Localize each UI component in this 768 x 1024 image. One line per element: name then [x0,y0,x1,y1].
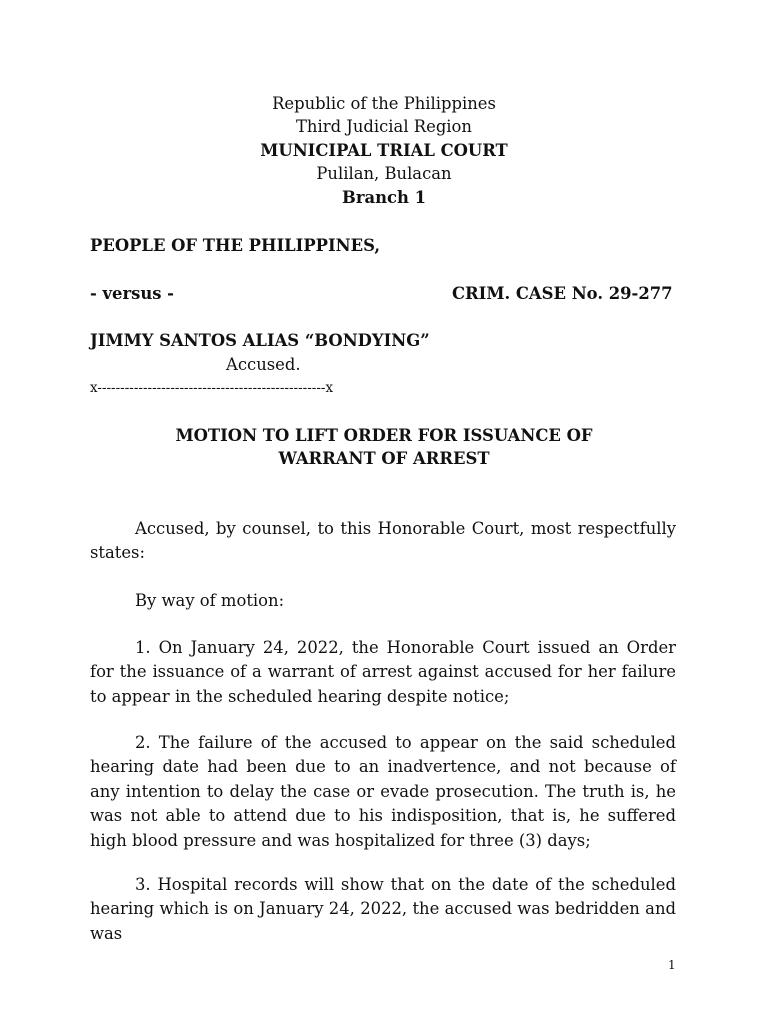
motion-title-line1: MOTION TO LIFT ORDER FOR ISSUANCE OF [175,426,593,445]
caption-separator: x--------------------------------------------------x [90,380,334,396]
motion-title-line2: WARRANT OF ARREST [278,449,490,468]
by-way-of-motion: By way of motion: [135,591,285,610]
versus-label: - versus - [90,284,174,303]
accused-label: Accused. [226,355,301,374]
header-court: MUNICIPAL TRIAL COURT [260,141,508,160]
paragraph-3: 3. Hospital records will show that on the date of the scheduled hearing which is on January 24, 2022, the accused was bedridden and was [90,875,676,943]
header-country: Republic of the Philippines [272,94,496,113]
intro-paragraph: Accused, by counsel, to this Honorable Court, most respectfully states: [90,519,676,563]
case-number: CRIM. CASE No. 29-277 [452,284,673,303]
accused-name: JIMMY SANTOS ALIAS “BONDYING” [90,331,430,350]
plaintiff-name: PEOPLE OF THE PHILIPPINES, [90,236,381,255]
paragraph-2: 2. The failure of the accused to appear on the said scheduled hearing date had been due to an inadvertence, and not because of any intention to delay the case or evade prosecution. The truth is, he was not able to attend due to his indisposition, that is, he suffered high blood pressure and was hospitalized for three (3) days; [90,733,676,850]
header-branch: Branch 1 [341,188,427,207]
page-number: 1 [668,958,676,972]
paragraph-1: 1. On January 24, 2022, the Honorable Court issued an Order for the issuance of a warrant of arrest against accused for her failure to appear in the scheduled hearing despite notice; [90,638,676,706]
header-region: Third Judicial Region [296,117,472,136]
header-location: Pulilan, Bulacan [316,164,452,183]
